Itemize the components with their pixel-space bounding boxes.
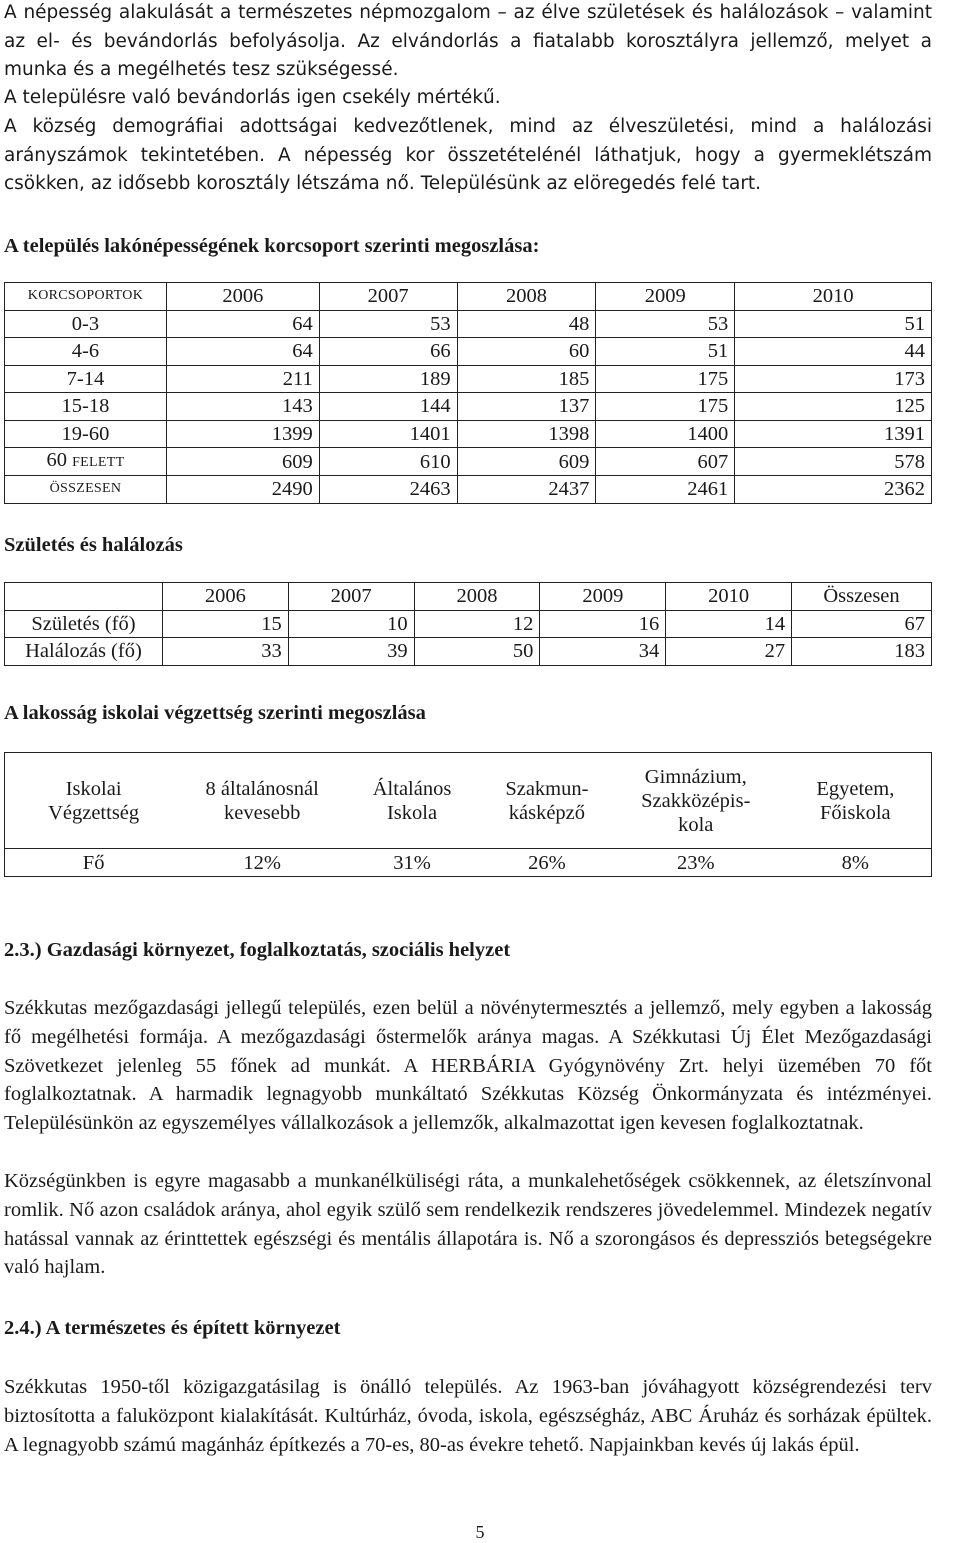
- table-cell: 8%: [780, 849, 932, 877]
- table-header-row: [5, 583, 932, 611]
- table-cell: 14: [666, 610, 792, 638]
- table-cell: 175: [596, 365, 735, 393]
- header-line: Főiskola: [820, 801, 891, 824]
- table-header-cell: [780, 753, 932, 849]
- table-header-cell: 2007: [319, 283, 457, 311]
- table-cell: 12%: [182, 849, 342, 877]
- table-header-cell: 2008: [457, 283, 596, 311]
- table-cell: 15: [162, 610, 288, 638]
- header-line: Végzettség: [48, 801, 140, 824]
- table-cell: 175: [596, 393, 735, 421]
- intro-paragraph-3: A község demográfiai adottságai kedvezőtlenek, mind az élveszületési, mind a halálozási arányszámok tekintetében. A népesség kor összetételénél láthatjuk, hogy a gyermeklétszám csökken, az idősebb korosztály létszáma nő. Településünk az elöregedés felé tart.: [4, 116, 932, 194]
- header-line: 8 általánosnál: [205, 777, 319, 800]
- table-cell: 143: [166, 393, 319, 421]
- env-paragraph-1: Székkutas 1950-től közigazgatásilag is önálló település. Az 1963-ban jóváhagyott községrendezési terv biztosította a faluközpont kialakítását. Kultúrház, óvoda, iskola, egészségház, ABC Áruház és sorházak épültek. A legnagyobb számú magánház építkezés a 70-es, 80-as évekre tehető. Napjainkban kevés új lakás épül.: [4, 1376, 932, 1456]
- table-cell: 64: [166, 310, 319, 338]
- table-cell: 48: [457, 310, 596, 338]
- intro-paragraph-2: A településre való bevándorlás igen csekély mértékű.: [4, 87, 501, 108]
- table-row: [5, 849, 932, 877]
- birth-death-title: Születés és halálozás: [4, 534, 183, 556]
- table-cell: 607: [596, 448, 735, 476]
- table-cell: 51: [735, 310, 932, 338]
- table-cell: 1391: [735, 420, 932, 448]
- table-cell: 578: [735, 448, 932, 476]
- table-cell: 31%: [342, 849, 482, 877]
- table-cell: 34: [540, 638, 666, 666]
- table-cell: 609: [457, 448, 596, 476]
- table-header-cell: 2010: [666, 583, 792, 611]
- table-cell: 44: [735, 338, 932, 366]
- table-cell: 33: [162, 638, 288, 666]
- table-cell: 26%: [482, 849, 612, 877]
- table-cell: ÖSSZESEN: [5, 476, 167, 504]
- table-header-cell: [5, 583, 163, 611]
- table-header-cell: Összesen: [792, 583, 932, 611]
- age-table-title: A település lakónépességének korcsoport szerinti megoszlása:: [4, 235, 540, 257]
- table-cell: Fő: [5, 849, 183, 877]
- table-header-cell: [612, 753, 780, 849]
- table-cell: 2490: [166, 476, 319, 504]
- table-cell: 173: [735, 365, 932, 393]
- header-line: kevesebb: [224, 801, 301, 824]
- table-cell: 144: [319, 393, 457, 421]
- table-cell: 610: [319, 448, 457, 476]
- table-cell: 19-60: [5, 420, 167, 448]
- table-header-cell: [5, 753, 183, 849]
- table-header-row: [5, 753, 932, 849]
- table-cell: 4-6: [5, 338, 167, 366]
- table-cell: 1398: [457, 420, 596, 448]
- table-cell: 1399: [166, 420, 319, 448]
- table-cell: 2437: [457, 476, 596, 504]
- table-cell: 1400: [596, 420, 735, 448]
- table-cell: Születés (fő): [5, 610, 163, 638]
- table-header-row: [5, 283, 932, 311]
- table-cell: 53: [319, 310, 457, 338]
- age-label-suffix: FELETT: [72, 455, 125, 470]
- table-cell: 189: [319, 365, 457, 393]
- header-line: Szakmun-: [505, 777, 589, 800]
- intro-paragraph-1: A népesség alakulását a természetes népmozgalom – az élve születések és halálozások – valamint az el- és bevándorlás befolyásolja. Az elvándorlás a fiatalabb korosztályra jellemző, melyet a munka és a megélhetés tesz szükségessé.: [4, 2, 932, 80]
- table-row: [5, 365, 932, 393]
- table-cell: 64: [166, 338, 319, 366]
- table-cell: 51: [596, 338, 735, 366]
- table-header-cell: [482, 753, 612, 849]
- table-cell: 12: [414, 610, 540, 638]
- table-cell: 67: [792, 610, 932, 638]
- table-cell: 66: [319, 338, 457, 366]
- education-table: [4, 752, 932, 877]
- table-cell: 2461: [596, 476, 735, 504]
- table-cell: 137: [457, 393, 596, 421]
- header-line: Iskola: [386, 801, 438, 824]
- section-2-3-title: 2.3.) Gazdasági környezet, foglalkoztatás, szociális helyzet: [4, 939, 511, 961]
- header-line: Szakközépis-: [641, 789, 751, 812]
- age-label: 60: [46, 449, 73, 471]
- table-cell: 10: [288, 610, 414, 638]
- table-cell: Halálozás (fő): [5, 638, 163, 666]
- header-line: Egyetem,: [816, 777, 895, 800]
- table-cell: 60: [457, 338, 596, 366]
- table-cell: 27: [666, 638, 792, 666]
- table-row: [5, 448, 932, 476]
- table-header-cell: 2009: [540, 583, 666, 611]
- age-group-table: [4, 282, 932, 504]
- table-cell: 185: [457, 365, 596, 393]
- table-cell: 0-3: [5, 310, 167, 338]
- table-cell: 183: [792, 638, 932, 666]
- table-cell: 2362: [735, 476, 932, 504]
- table-row: [5, 476, 932, 504]
- table-cell: 609: [166, 448, 319, 476]
- table-cell: 23%: [612, 849, 780, 877]
- table-row: [5, 420, 932, 448]
- table-header-cell: KORCSOPORTOK: [5, 283, 167, 311]
- econ-paragraph-2: Községünkben is egyre magasabb a munkanélküliségi ráta, a munkalehetőségek csökkennek, az életszínvonal romlik. Nő azon családok aránya, ahol egyik szülő sem rendelkezik rendszeres jövedelemmel. Mindezek negatív hatással vannak az érinttettek egészségi és mentális állapotára is. Nő a szorongásos és depressziós betegségekre való hajlam.: [4, 1170, 932, 1279]
- section-2-4-title: 2.4.) A természetes és épített környezet: [4, 1317, 341, 1339]
- table-header-cell: 2008: [414, 583, 540, 611]
- table-cell: 7-14: [5, 365, 167, 393]
- table-cell: 15-18: [5, 393, 167, 421]
- education-title: A lakosság iskolai végzettség szerinti megoszlása: [4, 702, 426, 724]
- table-header-cell: 2007: [288, 583, 414, 611]
- table-header-cell: 2006: [166, 283, 319, 311]
- header-line: kola: [678, 813, 714, 836]
- header-line: Általános: [372, 777, 452, 800]
- table-cell: 1401: [319, 420, 457, 448]
- table-cell: 50: [414, 638, 540, 666]
- table-header-cell: 2010: [735, 283, 932, 311]
- table-row: [5, 310, 932, 338]
- header-line: kásképző: [508, 801, 586, 824]
- table-cell: 211: [166, 365, 319, 393]
- econ-paragraph-1: Székkutas mezőgazdasági jellegű település, ezen belül a növénytermesztés a jellemző, mely egyben a lakosság fő megélhetési formája. A mezőgazdasági őstermelők aránya magas. A Székkutasi Új Élet Mezőgazdasági Szövetkezet jelenleg 55 főnek ad munkát. A HERBÁRIA Gyógynövény Zrt. helyi üzemében 70 főt foglalkoztatnak. A harmadik legnagyobb munkáltató Székkutas Község Önkormányzata és intézményei. Településünkön az egyszemélyes vállalkozások a jellemzők, alkalmazottat igen kevesen foglalkoztatnak.: [4, 997, 932, 1135]
- table-row: [5, 393, 932, 421]
- table-header-cell: [342, 753, 482, 849]
- header-line: Iskolai: [65, 777, 122, 800]
- header-line: Gimnázium,: [644, 765, 747, 788]
- birth-death-table: [4, 582, 932, 666]
- table-cell: 2463: [319, 476, 457, 504]
- table-cell: [5, 448, 167, 476]
- table-row: [5, 638, 932, 666]
- table-header-cell: [182, 753, 342, 849]
- table-header-cell: 2006: [162, 583, 288, 611]
- page-number: 5: [475, 1522, 485, 1542]
- table-cell: 39: [288, 638, 414, 666]
- table-header-cell: 2009: [596, 283, 735, 311]
- table-row: [5, 338, 932, 366]
- table-cell: 16: [540, 610, 666, 638]
- table-cell: 53: [596, 310, 735, 338]
- table-row: [5, 610, 932, 638]
- table-cell: 125: [735, 393, 932, 421]
